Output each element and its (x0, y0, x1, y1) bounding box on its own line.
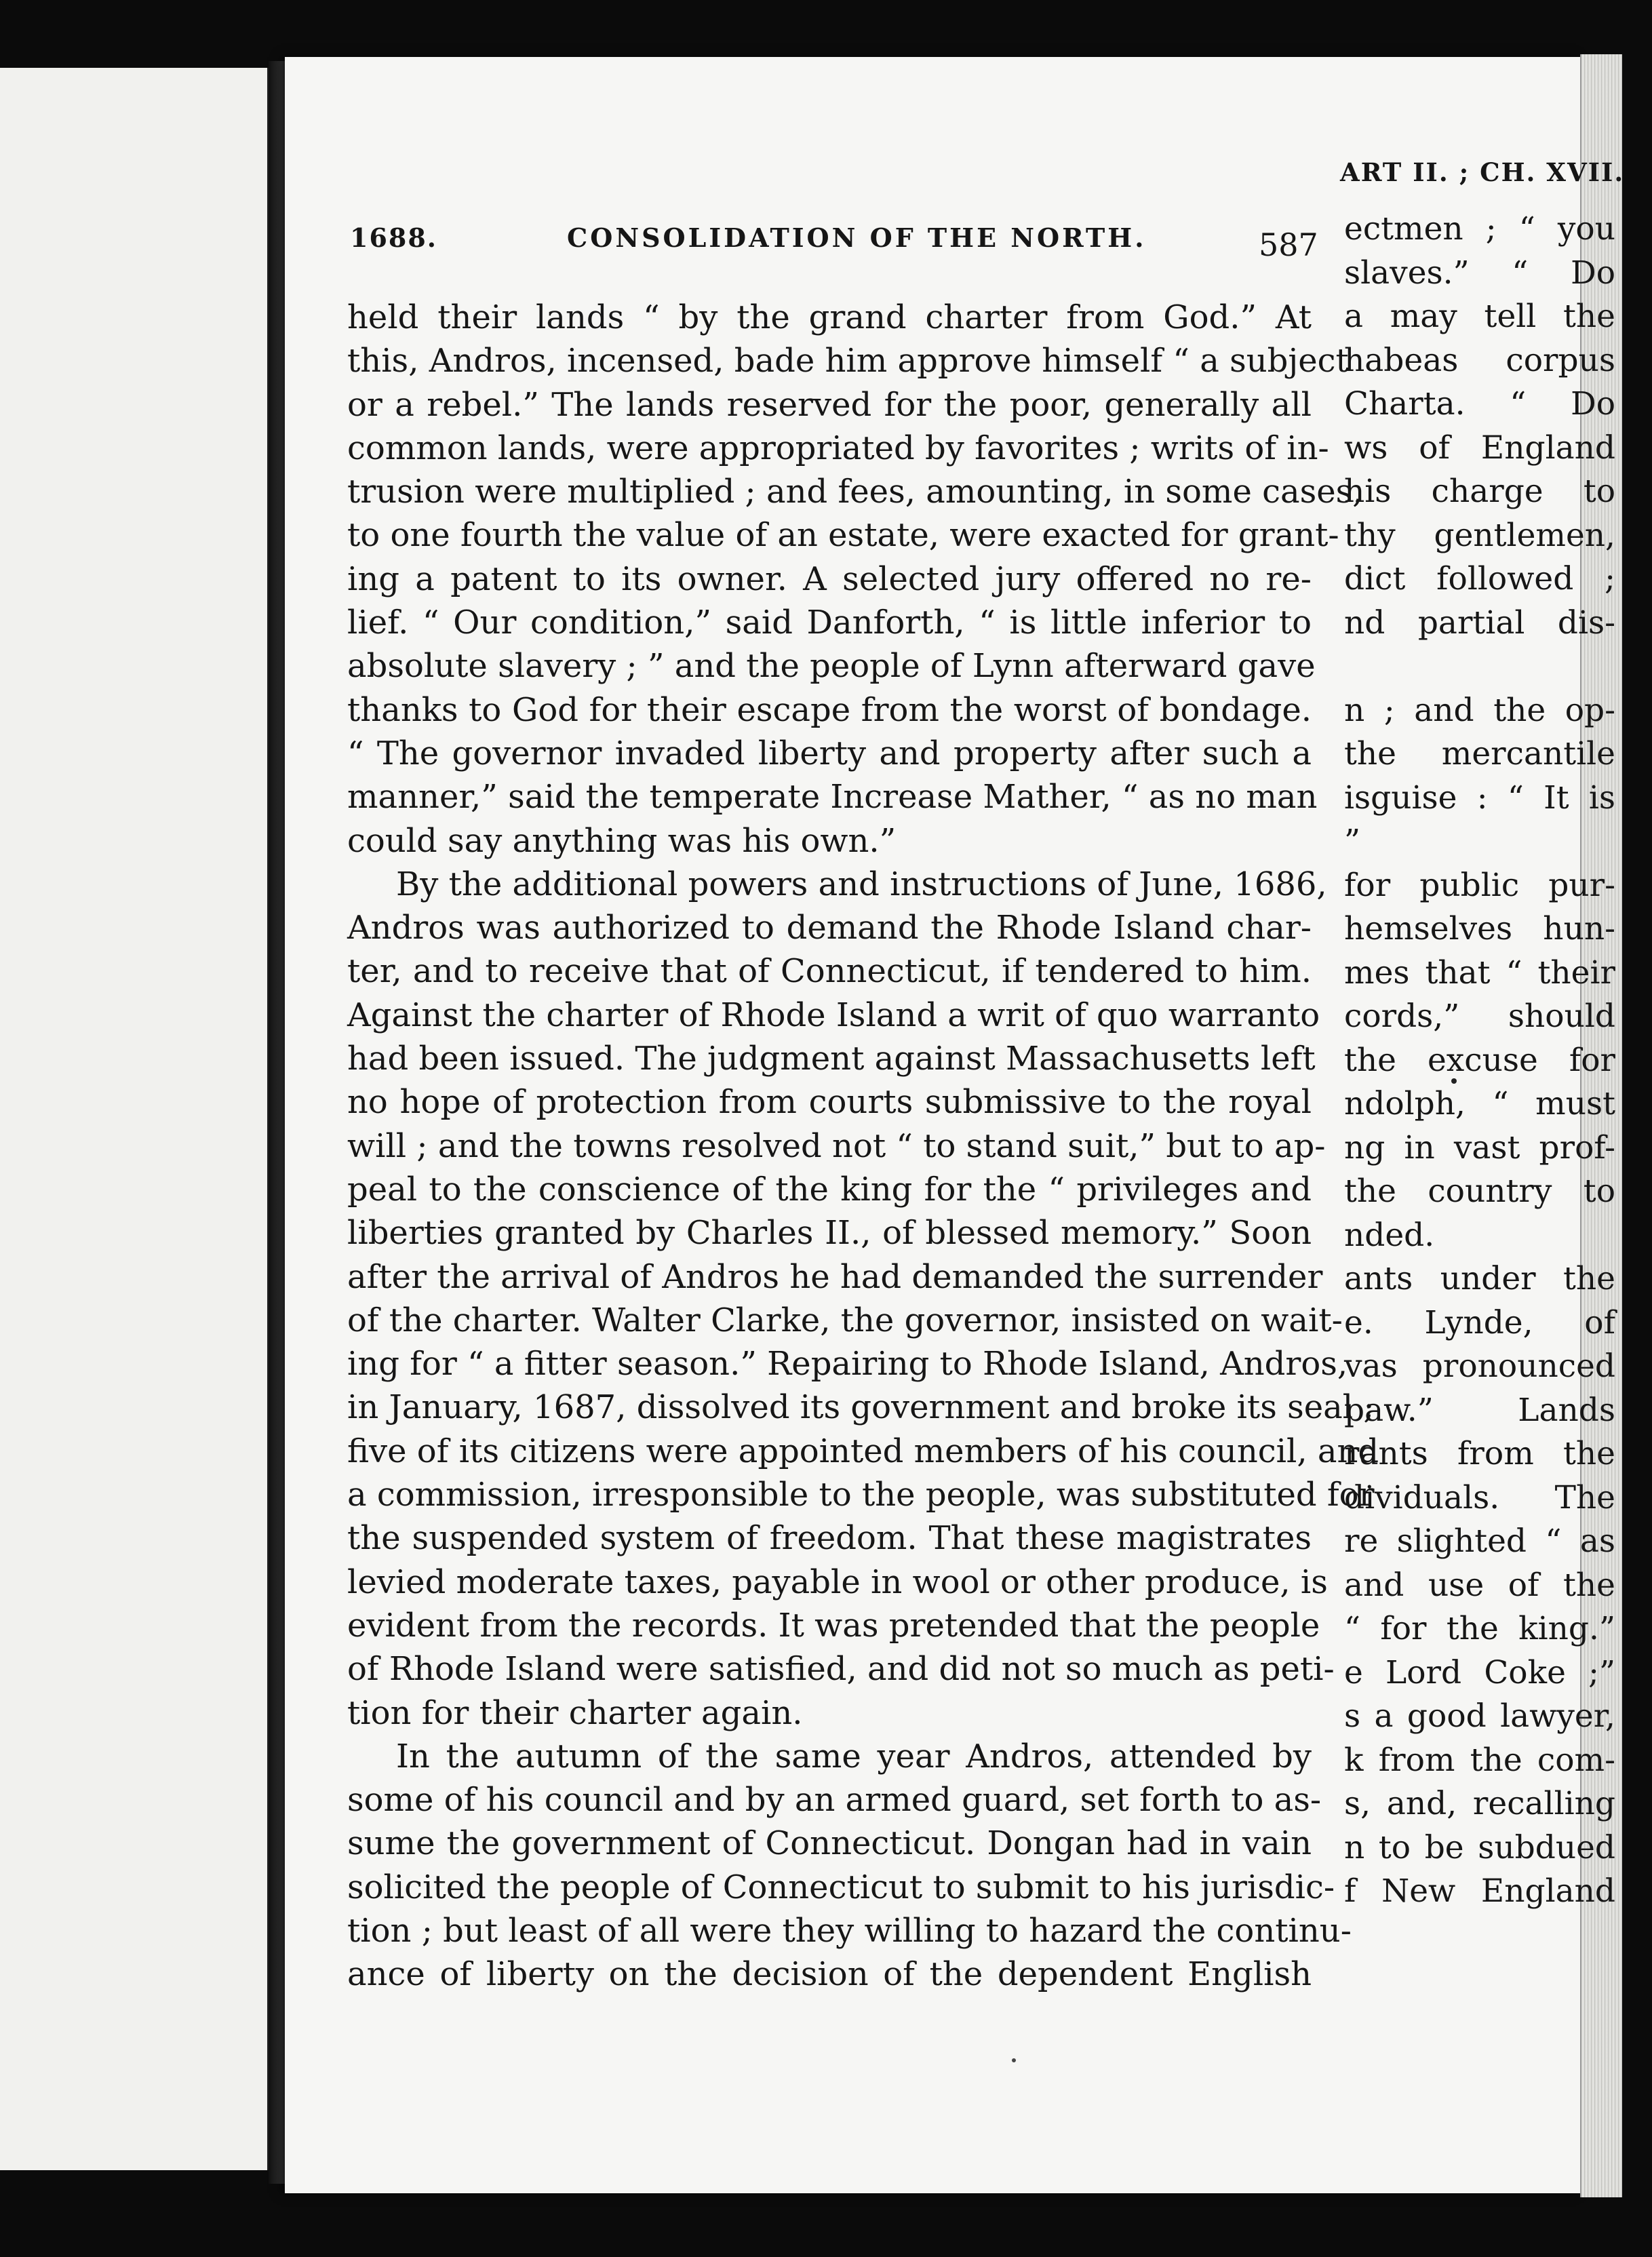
left-text-line: the mercantile (1344, 735, 1615, 772)
head-year: 1688. (350, 222, 437, 253)
left-text-line: dict followed ; (1344, 560, 1615, 597)
left-text-line: habeas corpus (1344, 341, 1615, 379)
left-text-line: ” (1344, 823, 1361, 860)
left-text-line: ants under the (1344, 1260, 1615, 1297)
text-line: five of its citizens were appointed members of his council, and (347, 1432, 1379, 1470)
left-text-line: n to be subdued (1344, 1828, 1615, 1866)
left-text-line: rants from the (1344, 1435, 1615, 1472)
text-line: ing for “ a fitter season.” Repairing to Rhode Island, Andros, (347, 1345, 1348, 1383)
left-text-line: mes that “ their (1344, 954, 1615, 992)
left-text-line: re slighted “ as (1344, 1523, 1615, 1560)
text-line: of the charter. Walter Clarke, the governor, insisted on wait- (347, 1301, 1343, 1339)
text-line: Andros was authorized to demand the Rhode Island char- (347, 909, 1312, 947)
text-line: solicited the people of Connecticut to submit to his jurisdic- (347, 1868, 1335, 1906)
left-text-line: hemselves hun- (1344, 910, 1615, 947)
left-text-line: vas pronounced (1344, 1348, 1615, 1385)
text-line: to one fourth the value of an estate, were exacted for grant- (347, 516, 1339, 555)
text-line: could say anything was his own.” (347, 821, 897, 860)
head-title: CONSOLIDATION OF THE NORTH. (567, 222, 1147, 253)
left-text-line: nd partial dis- (1344, 604, 1615, 642)
text-line: this, Andros, incensed, bade him approve himself “ a subject (347, 342, 1349, 380)
text-line: “ The governor invaded liberty and property after such a (347, 734, 1312, 772)
page-number: 587 (1259, 227, 1318, 263)
left-text-line: s a good lawyer, (1344, 1697, 1615, 1735)
left-text-line: the excuse for (1344, 1041, 1615, 1079)
left-text-line: ndolph, “ must (1344, 1085, 1615, 1122)
text-line: the suspended system of freedom. That these magistrates (347, 1519, 1312, 1558)
left-text-line: k from the com- (1344, 1741, 1615, 1779)
text-line: in January, 1687, dissolved its government and broke its seal ; (347, 1388, 1375, 1427)
left-page-text (1344, 208, 1615, 1914)
text-line: will ; and the towns resolved not “ to stand suit,” but to ap- (347, 1126, 1326, 1165)
left-text-line: isguise : “ It is (1344, 779, 1615, 817)
text-line: had been issued. The judgment against Massachusetts left (347, 1040, 1316, 1078)
left-text-line: “ for the king.” (1344, 1610, 1615, 1647)
text-line: thanks to God for their escape from the worst of bondage. (347, 690, 1312, 729)
left-text-line: e Lord Coke ;” (1344, 1653, 1615, 1691)
text-line: ance of liberty on the decision of the dependent English (347, 1955, 1312, 1994)
text-line: held their lands “ by the grand charter from God.” At (347, 298, 1312, 336)
left-text-line: ectmen ; “ you (1344, 210, 1615, 248)
text-line: some of his council and by an armed guard, set forth to as- (347, 1781, 1322, 1820)
left-text-line: for public pur- (1344, 866, 1615, 904)
left-text-line: and use of the (1344, 1566, 1615, 1604)
left-running-head: ART II. ; CH. XVII. (1340, 157, 1625, 187)
left-text-line: ws of England (1344, 429, 1615, 467)
running-head (350, 222, 1320, 263)
left-text-line: cords,” should (1344, 998, 1615, 1035)
text-line: levied moderate taxes, payable in wool or other produce, is (347, 1563, 1328, 1601)
text-line: In the autumn of the same year Andros, attended by (396, 1737, 1312, 1775)
text-line: after the arrival of Andros he had demanded the surrender (347, 1257, 1323, 1296)
left-text-line: paw.” Lands (1344, 1391, 1615, 1429)
left-text-line: e. Lynde, of (1344, 1303, 1615, 1341)
text-line: absolute slavery ; ” and the people of Lynn afterward gave (347, 647, 1316, 686)
text-line: trusion were multiplied ; and fees, amounting, in some cases, (347, 473, 1363, 511)
text-line: peal to the conscience of the king for the “ privileges and (347, 1170, 1312, 1209)
text-line: By the additional powers and instructions of June, 1686, (396, 865, 1327, 903)
text-line: of Rhode Island were satisfied, and did not so much as peti- (347, 1650, 1335, 1689)
text-line: ing a patent to its owner. A selected jury offered no re- (347, 560, 1312, 598)
text-line: or a rebel.” The lands reserved for the poor, generally all (347, 385, 1312, 424)
text-line: tion ; but least of all were they willing to hazard the continu- (347, 1911, 1352, 1950)
left-page (0, 68, 271, 2170)
text-line: no hope of protection from courts submissive to the royal (347, 1083, 1312, 1122)
left-text-line: ng in vast prof- (1344, 1128, 1615, 1166)
text-line: manner,” said the temperate Increase Mather, “ as no man (347, 778, 1318, 817)
text-line: Against the charter of Rhode Island a writ of quo warranto (347, 996, 1320, 1034)
left-text-line: his charge to (1344, 473, 1615, 510)
left-text-line: thy gentlemen, (1344, 516, 1615, 554)
left-text-line: nded. (1344, 1216, 1435, 1254)
left-text-line: slaves.” “ Do (1344, 254, 1615, 292)
left-text-line: a may tell the (1344, 298, 1615, 335)
text-line: sume the government of Connecticut. Dongan had in vain (347, 1824, 1312, 1863)
text-line: liberties granted by Charles II., of blessed memory.” Soon (347, 1214, 1312, 1253)
left-text-line: the country to (1344, 1173, 1615, 1210)
left-text-line: Charta. “ Do (1344, 385, 1615, 423)
left-text-line: n ; and the op- (1344, 691, 1615, 729)
left-text-line: f New England (1344, 1872, 1615, 1910)
left-text-line (1344, 645, 1615, 689)
left-text-line: s, and, recalling (1344, 1785, 1615, 1822)
text-line: evident from the records. It was pretended that the people (347, 1606, 1320, 1645)
body-text (347, 296, 1379, 1997)
ink-speck (1012, 2058, 1016, 2062)
text-line: a commission, irresponsible to the people, was substituted for (347, 1476, 1375, 1514)
left-text-line: dividuals. The (1344, 1478, 1615, 1516)
ink-speck (1451, 1078, 1457, 1084)
text-line: common lands, were appropriated by favorites ; writs of in- (347, 429, 1329, 467)
text-line: tion for their charter again. (347, 1693, 803, 1732)
text-line: lief. “ Our condition,” said Danforth, “ is little inferior to (347, 604, 1312, 642)
text-line: ter, and to receive that of Connecticut, if tendered to him. (347, 952, 1312, 991)
